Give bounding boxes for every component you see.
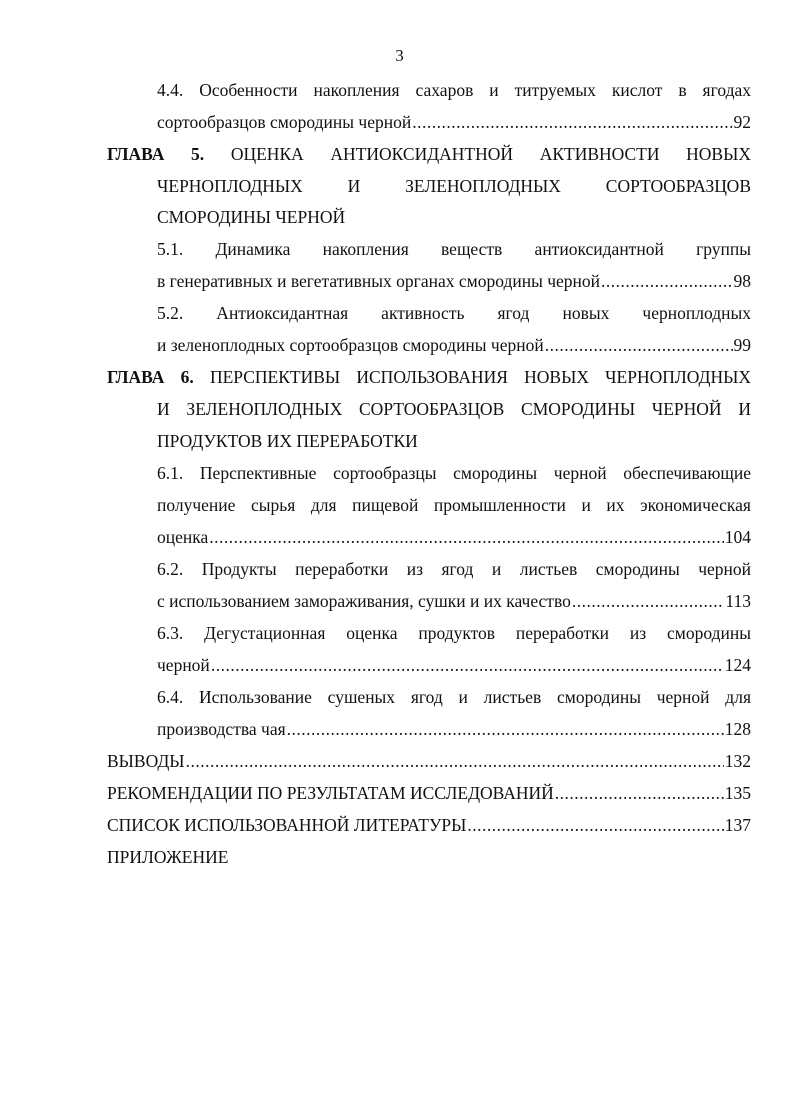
toc-page-number: 135 xyxy=(724,783,751,803)
toc-chapter-6-line2: И ЗЕЛЕНОПЛОДНЫХ СОРТООБРАЗЦОВ СМОРОДИНЫ ЧЕРНОЙ И xyxy=(157,399,751,419)
toc-entry-conclusions[interactable] xyxy=(107,751,751,771)
dot-leader xyxy=(209,527,723,547)
toc-entry-recommendations[interactable] xyxy=(107,783,751,803)
toc-entry-5-1-line1: 5.1. Динамика накопления веществ антиоксидантной группы xyxy=(157,239,751,259)
toc-entry-6-1-line3[interactable] xyxy=(157,527,751,547)
toc-entry-text: производства чая xyxy=(157,719,286,739)
toc-entry-text: сортообразцов смородины черной xyxy=(157,112,412,132)
toc-entry-5-1-line2[interactable] xyxy=(157,271,751,291)
toc-entry-text: ВЫВОДЫ xyxy=(107,751,185,771)
toc-chapter-5-line3: СМОРОДИНЫ ЧЕРНОЙ xyxy=(157,207,346,227)
dot-leader xyxy=(572,591,725,611)
toc-page-number: 98 xyxy=(733,271,751,291)
chapter-label: ГЛАВА 5. xyxy=(107,144,205,164)
page-number: 3 xyxy=(395,46,404,65)
toc-page-number: 128 xyxy=(724,719,751,739)
chapter-label: ГЛАВА 6. xyxy=(107,367,194,387)
toc-entry-text: с использованием замораживания, сушки и их качество xyxy=(157,591,571,611)
toc-page-number: 104 xyxy=(724,527,751,547)
toc-page-number: 99 xyxy=(733,335,751,355)
dot-leader xyxy=(467,815,723,835)
toc-entry-appendix[interactable]: ПРИЛОЖЕНИЕ xyxy=(107,847,229,867)
dot-leader xyxy=(601,271,732,291)
dot-leader xyxy=(211,655,724,675)
toc-entry-text: РЕКОМЕНДАЦИИ ПО РЕЗУЛЬТАТАМ ИССЛЕДОВАНИЙ xyxy=(107,783,554,803)
toc-entry-6-4-line1: 6.4. Использование сушеных ягод и листьев смородины черной для xyxy=(157,687,751,707)
dot-leader xyxy=(287,719,724,739)
toc-chapter-6-line1 xyxy=(107,367,751,387)
toc-entry-5-2-line1: 5.2. Антиоксидантная активность ягод новых черноплодных xyxy=(157,303,751,323)
toc-entry-references[interactable] xyxy=(107,815,751,835)
dot-leader xyxy=(555,783,724,803)
toc-page-number: 132 xyxy=(724,751,751,771)
toc-page-number: 113 xyxy=(725,591,751,611)
toc-entry-6-1-line2: получение сырья для пищевой промышленности и их экономическая xyxy=(157,495,751,515)
toc-chapter-5-line2: ЧЕРНОПЛОДНЫХ И ЗЕЛЕНОПЛОДНЫХ СОРТООБРАЗЦОВ xyxy=(157,176,751,196)
toc-chapter-6-line3: ПРОДУКТОВ ИХ ПЕРЕРАБОТКИ xyxy=(157,431,418,451)
toc-entry-6-2-line2[interactable] xyxy=(157,591,751,611)
dot-leader xyxy=(186,751,724,771)
toc-entry-text: черной xyxy=(157,655,210,675)
toc-chapter-5-line1 xyxy=(107,144,751,164)
toc-page-number: 124 xyxy=(724,655,751,675)
toc-entry-text: оценка xyxy=(157,527,209,547)
chapter-title: ОЦЕНКА АНТИОКСИДАНТНОЙ АКТИВНОСТИ НОВЫХ xyxy=(230,144,751,164)
dot-leader xyxy=(412,112,732,132)
chapter-title: ПЕРСПЕКТИВЫ ИСПОЛЬЗОВАНИЯ НОВЫХ ЧЕРНОПЛОДНЫХ xyxy=(209,367,752,387)
toc-entry-6-3-line2[interactable] xyxy=(157,655,751,675)
toc-entry-6-3-line1: 6.3. Дегустационная оценка продуктов переработки из смородины xyxy=(157,623,751,643)
toc-entry-4-4-line2[interactable] xyxy=(157,112,751,132)
toc-entry-6-4-line2[interactable] xyxy=(157,719,751,739)
toc-entry-text: СПИСОК ИСПОЛЬЗОВАННОЙ ЛИТЕРАТУРЫ xyxy=(107,815,467,835)
toc-entry-4-4-line1: 4.4. Особенности накопления сахаров и титруемых кислот в ягодах xyxy=(157,80,751,100)
dot-leader xyxy=(545,335,733,355)
toc-entry-6-2-line1: 6.2. Продукты переработки из ягод и листьев смородины черной xyxy=(157,559,751,579)
toc-entry-6-1-line1: 6.1. Перспективные сортообразцы смородины черной обеспечивающие xyxy=(157,463,751,483)
toc-page-number: 137 xyxy=(724,815,751,835)
toc-entry-text: в генеративных и вегетативных органах смородины черной xyxy=(157,271,601,291)
toc-entry-text: и зеленоплодных сортообразцов смородины черной xyxy=(157,335,544,355)
toc-page-number: 92 xyxy=(733,112,751,132)
toc-entry-5-2-line2[interactable] xyxy=(157,335,751,355)
